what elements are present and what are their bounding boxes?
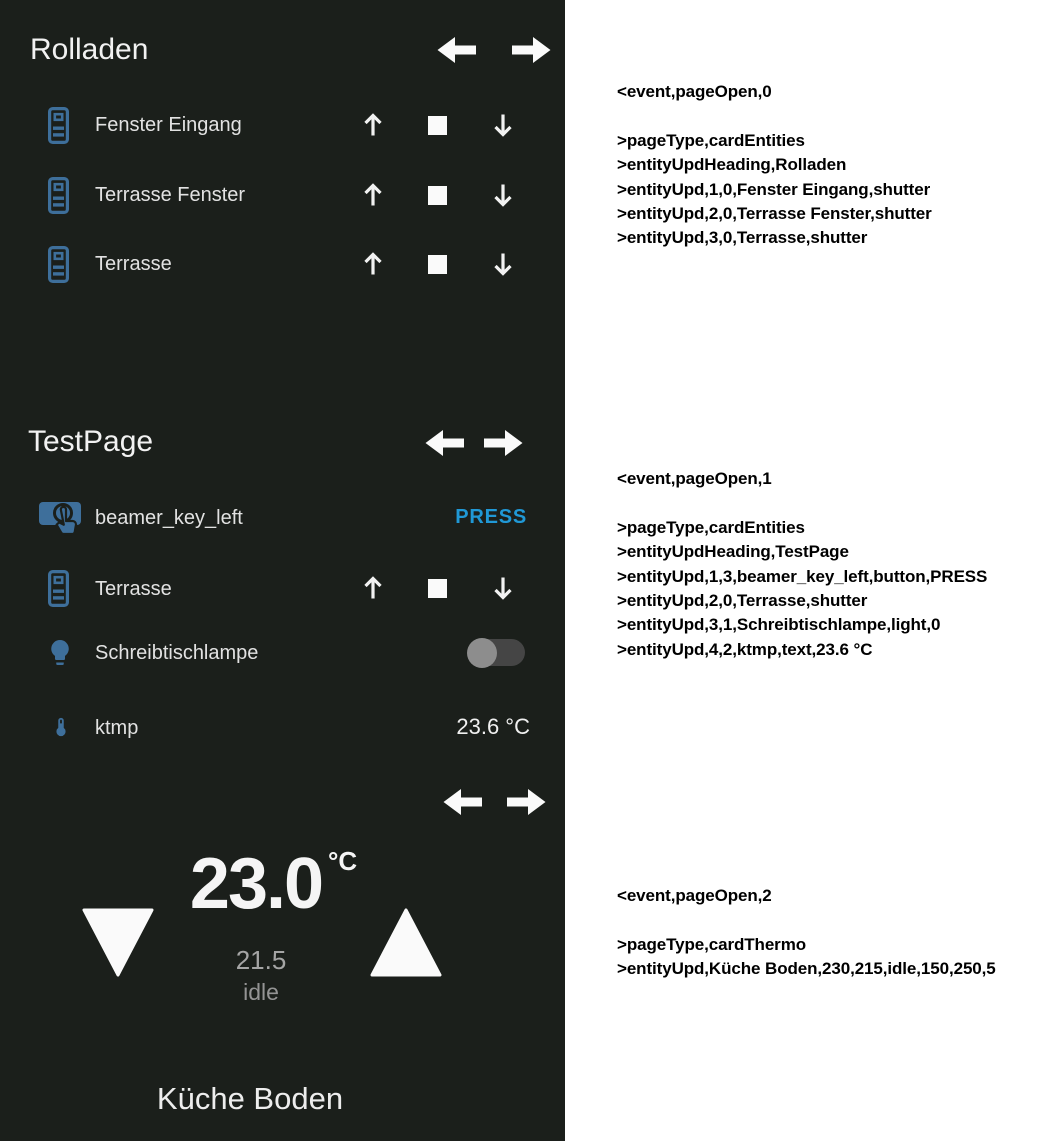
protocol-line: >entityUpd,4,2,ktmp,text,23.6 °C xyxy=(617,639,873,659)
protocol-line: >entityUpd,1,0,Fenster Eingang,shutter xyxy=(617,179,931,199)
nav-prev-button[interactable] xyxy=(425,429,464,462)
entity-label: Terrasse xyxy=(95,253,172,275)
protocol-event-line: <event,pageOpen,1 xyxy=(617,469,772,488)
shutter-icon xyxy=(48,570,69,612)
light-toggle-switch[interactable] xyxy=(468,639,525,666)
shutter-stop-button[interactable] xyxy=(428,255,447,274)
shutter-icon xyxy=(48,246,69,288)
nav-prev-button[interactable] xyxy=(437,36,476,69)
entity-label: Fenster Eingang xyxy=(95,114,242,136)
nav-right-arrow-icon xyxy=(507,788,546,816)
nav-prev-button[interactable] xyxy=(443,788,482,821)
shutter-down-button[interactable] xyxy=(491,251,515,282)
gesture-tap-button-icon xyxy=(38,499,82,542)
entity-label: Terrasse xyxy=(95,578,172,600)
temp-up-button[interactable] xyxy=(370,908,442,982)
protocol-line: >entityUpdHeading,Rolladen xyxy=(617,155,847,175)
shutter-stop-button[interactable] xyxy=(428,116,447,135)
shutter-icon xyxy=(48,177,69,219)
hvac-state: idle xyxy=(243,979,279,1005)
nav-left-arrow-icon xyxy=(437,36,476,64)
protocol-line: >entityUpd,Küche Boden,230,215,idle,150,250,5 xyxy=(617,959,996,979)
text-entity-value: 23.6 °C xyxy=(456,714,530,739)
protocol-block-page1 xyxy=(617,467,987,662)
nav-left-arrow-icon xyxy=(443,788,482,816)
toggle-knob xyxy=(467,638,497,668)
current-temperature: 23.0 xyxy=(189,844,323,924)
protocol-line: >pageType,cardEntities xyxy=(617,130,805,150)
press-button[interactable]: PRESS xyxy=(455,506,527,528)
shutter-down-button[interactable] xyxy=(491,575,515,606)
shutter-stop-button[interactable] xyxy=(428,186,447,205)
protocol-block-page0 xyxy=(617,80,932,251)
nav-next-button[interactable] xyxy=(512,36,551,69)
thermometer-icon xyxy=(50,709,72,750)
shutter-up-button[interactable] xyxy=(361,182,385,213)
protocol-line: >entityUpdHeading,TestPage xyxy=(617,542,849,562)
lightbulb-icon xyxy=(45,636,75,674)
shutter-up-button[interactable] xyxy=(361,112,385,143)
triangle-up-icon xyxy=(370,908,442,977)
shutter-down-button[interactable] xyxy=(491,112,515,143)
protocol-line: >entityUpd,2,0,Terrasse,shutter xyxy=(617,591,868,611)
arrow-up-icon xyxy=(361,575,385,601)
protocol-line: >entityUpd,1,3,beamer_key_left,button,PRESS xyxy=(617,566,988,586)
target-temperature: 21.5 xyxy=(235,945,287,975)
nav-right-arrow-icon xyxy=(484,429,523,457)
nav-left-arrow-icon xyxy=(425,429,464,457)
protocol-event-line: <event,pageOpen,0 xyxy=(617,82,772,101)
triangle-down-icon xyxy=(82,908,154,977)
arrow-up-icon xyxy=(361,182,385,208)
entity-label: beamer_key_left xyxy=(95,507,243,529)
nav-next-button[interactable] xyxy=(484,429,523,462)
protocol-line: >pageType,cardThermo xyxy=(617,934,806,954)
entity-label: Schreibtischlampe xyxy=(95,642,259,664)
thermostat-title: Küche Boden xyxy=(156,1081,344,1116)
protocol-event-line: <event,pageOpen,2 xyxy=(617,886,772,905)
nav-right-arrow-icon xyxy=(512,36,551,64)
protocol-block-page2 xyxy=(617,884,996,982)
entity-label: Terrasse Fenster xyxy=(95,184,246,206)
shutter-icon xyxy=(48,107,69,149)
arrow-up-icon xyxy=(361,112,385,138)
nav-next-button[interactable] xyxy=(507,788,546,821)
shutter-up-button[interactable] xyxy=(361,575,385,606)
arrow-down-icon xyxy=(491,251,515,277)
entity-label: ktmp xyxy=(95,717,139,739)
page-title: TestPage xyxy=(28,425,154,458)
protocol-line: >entityUpd,2,0,Terrasse Fenster,shutter xyxy=(617,204,932,224)
temperature-unit: °C xyxy=(328,846,358,876)
protocol-line: >pageType,cardEntities xyxy=(617,517,805,537)
protocol-line: >entityUpd,3,1,Schreibtischlampe,light,0 xyxy=(617,615,941,635)
arrow-down-icon xyxy=(491,112,515,138)
shutter-down-button[interactable] xyxy=(491,182,515,213)
shutter-stop-button[interactable] xyxy=(428,579,447,598)
arrow-up-icon xyxy=(361,251,385,277)
temp-down-button[interactable] xyxy=(82,908,154,982)
shutter-up-button[interactable] xyxy=(361,251,385,282)
page-title: Rolladen xyxy=(30,33,149,66)
protocol-line: >entityUpd,3,0,Terrasse,shutter xyxy=(617,228,868,248)
arrow-down-icon xyxy=(491,182,515,208)
arrow-down-icon xyxy=(491,575,515,601)
